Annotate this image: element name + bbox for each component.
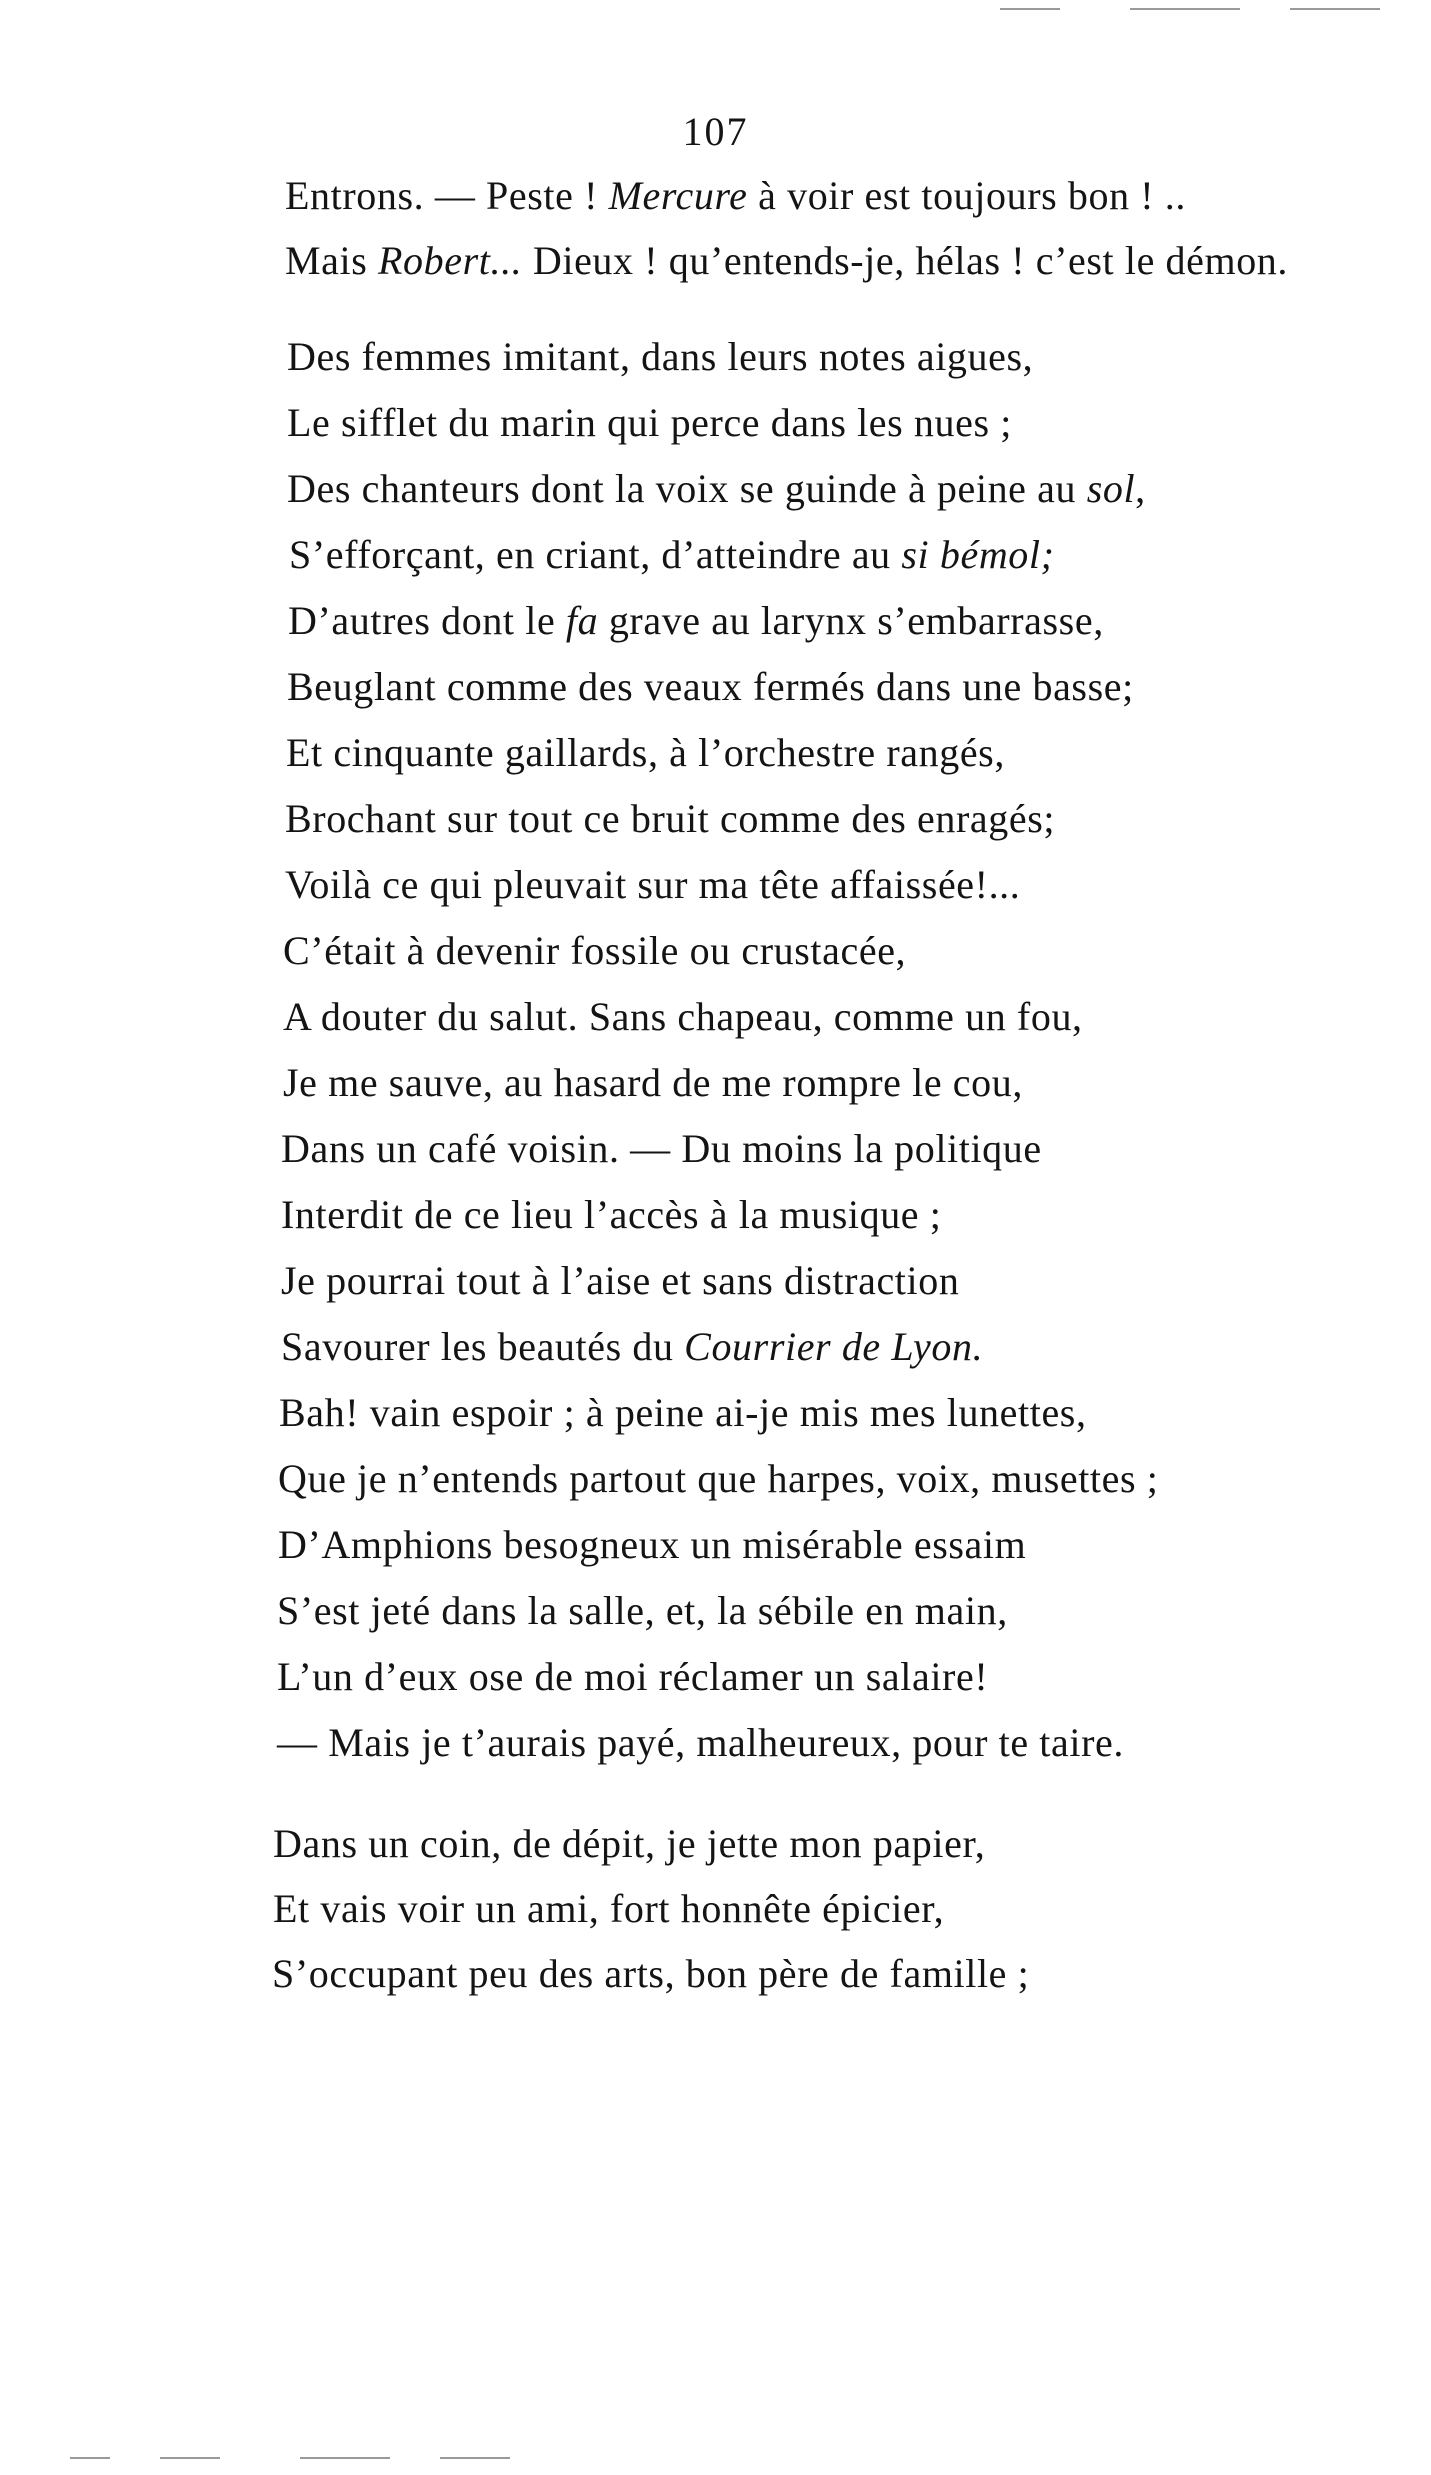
poem-line [277, 1719, 1124, 1767]
poem-line [287, 333, 1033, 381]
line-text: D’Amphions besogneux un misérable essaim [278, 1522, 1027, 1567]
line-text: Et cinquante gaillards, à l’orchestre rangés, [286, 730, 1005, 775]
line-text: à voir est toujours bon ! .. [747, 173, 1187, 218]
poem-line [273, 1885, 944, 1933]
poem-line [277, 1587, 1008, 1635]
line-text: Brochant sur tout ce bruit comme des enragés; [285, 796, 1056, 841]
poem-line [289, 531, 1055, 579]
line-text: Voilà ce qui pleuvait sur ma tête affaissée!... [285, 862, 1021, 907]
poem-line [285, 172, 1186, 220]
scan-edge-mark [1130, 8, 1240, 10]
scan-edge-mark [1000, 8, 1060, 10]
line-text: Des chanteurs dont la voix se guinde à peine au [287, 466, 1087, 511]
poem-line [283, 1059, 1023, 1107]
line-text: , [1135, 466, 1146, 511]
scan-edge-mark [440, 2457, 510, 2459]
poem-line [287, 399, 1012, 447]
line-text: Je pourrai tout à l’aise et sans distraction [281, 1258, 960, 1303]
line-text: Que je n’entends partout que harpes, voix, musettes ; [278, 1456, 1159, 1501]
poem-line [277, 1653, 988, 1701]
line-text: Interdit de ce lieu l’accès à la musique ; [281, 1192, 942, 1237]
line-text: Dieux ! qu’entends-je, hélas ! c’est le démon. [522, 238, 1289, 283]
poem-line [288, 597, 1104, 645]
poem-line [283, 993, 1083, 1041]
line-text: Le sifflet du marin qui perce dans les nues ; [287, 400, 1012, 445]
poem-line [281, 1125, 1042, 1173]
poem-line [281, 1191, 941, 1239]
poem-line [273, 1820, 985, 1868]
line-text: A douter du salut. Sans chapeau, comme un fou, [283, 994, 1083, 1039]
line-text: Je me sauve, au hasard de me rompre le cou, [283, 1060, 1023, 1105]
line-text: Dans un coin, de dépit, je jette mon papier, [273, 1821, 986, 1866]
poem-line [285, 237, 1288, 285]
poem-line [279, 1389, 1087, 1437]
italic-text: Courrier de Lyon. [684, 1324, 984, 1369]
line-text: S’efforçant, en criant, d’atteindre au [289, 532, 902, 577]
italic-text: si bémol; [901, 532, 1055, 577]
line-text: Savourer les beautés du [281, 1324, 685, 1369]
italic-text: Robert... [378, 238, 523, 283]
line-text: — Mais je t’aurais payé, malheureux, pour te taire. [277, 1720, 1124, 1765]
scan-edge-mark [300, 2457, 390, 2459]
poem-line [281, 1257, 959, 1305]
poem-line [278, 1455, 1158, 1503]
line-text: C’était à devenir fossile ou crustacée, [283, 928, 907, 973]
line-text: Des femmes imitant, dans leurs notes aigues, [287, 334, 1034, 379]
page-number: 107 [682, 109, 749, 154]
line-text: D’autres dont le [288, 598, 566, 643]
poem-line [281, 1323, 983, 1371]
line-text: Entrons. — Peste ! [285, 173, 609, 218]
line-text: S’est jeté dans la salle, et, la sébile en main, [277, 1588, 1008, 1633]
poem-line [278, 1521, 1026, 1569]
line-text: L’un d’eux ose de moi réclamer un salaire! [277, 1654, 989, 1699]
line-text: Bah! vain espoir ; à peine ai-je mis mes lunettes, [279, 1390, 1087, 1435]
italic-text: fa [565, 598, 599, 643]
line-text: S’occupant peu des arts, bon père de famille ; [272, 1951, 1030, 1996]
line-text: Dans un café voisin. — Du moins la politique [281, 1126, 1042, 1171]
scan-edge-mark [160, 2457, 220, 2459]
line-text: Mais [285, 238, 378, 283]
poem-line [272, 1950, 1029, 1998]
poem-line [285, 795, 1055, 843]
poem-line [286, 729, 1005, 777]
line-text: grave au larynx s’embarrasse, [598, 598, 1104, 643]
scan-edge-mark [1290, 8, 1380, 10]
poem-line [287, 465, 1146, 513]
poem-line [285, 861, 1020, 909]
poem-line [283, 927, 906, 975]
poem-line [287, 663, 1134, 711]
line-text: Et vais voir un ami, fort honnête épicier, [273, 1886, 945, 1931]
italic-text: sol [1086, 466, 1136, 511]
italic-text: Mercure [608, 173, 748, 218]
line-text: Beuglant comme des veaux fermés dans une basse; [287, 664, 1134, 709]
scan-edge-mark [70, 2457, 110, 2459]
